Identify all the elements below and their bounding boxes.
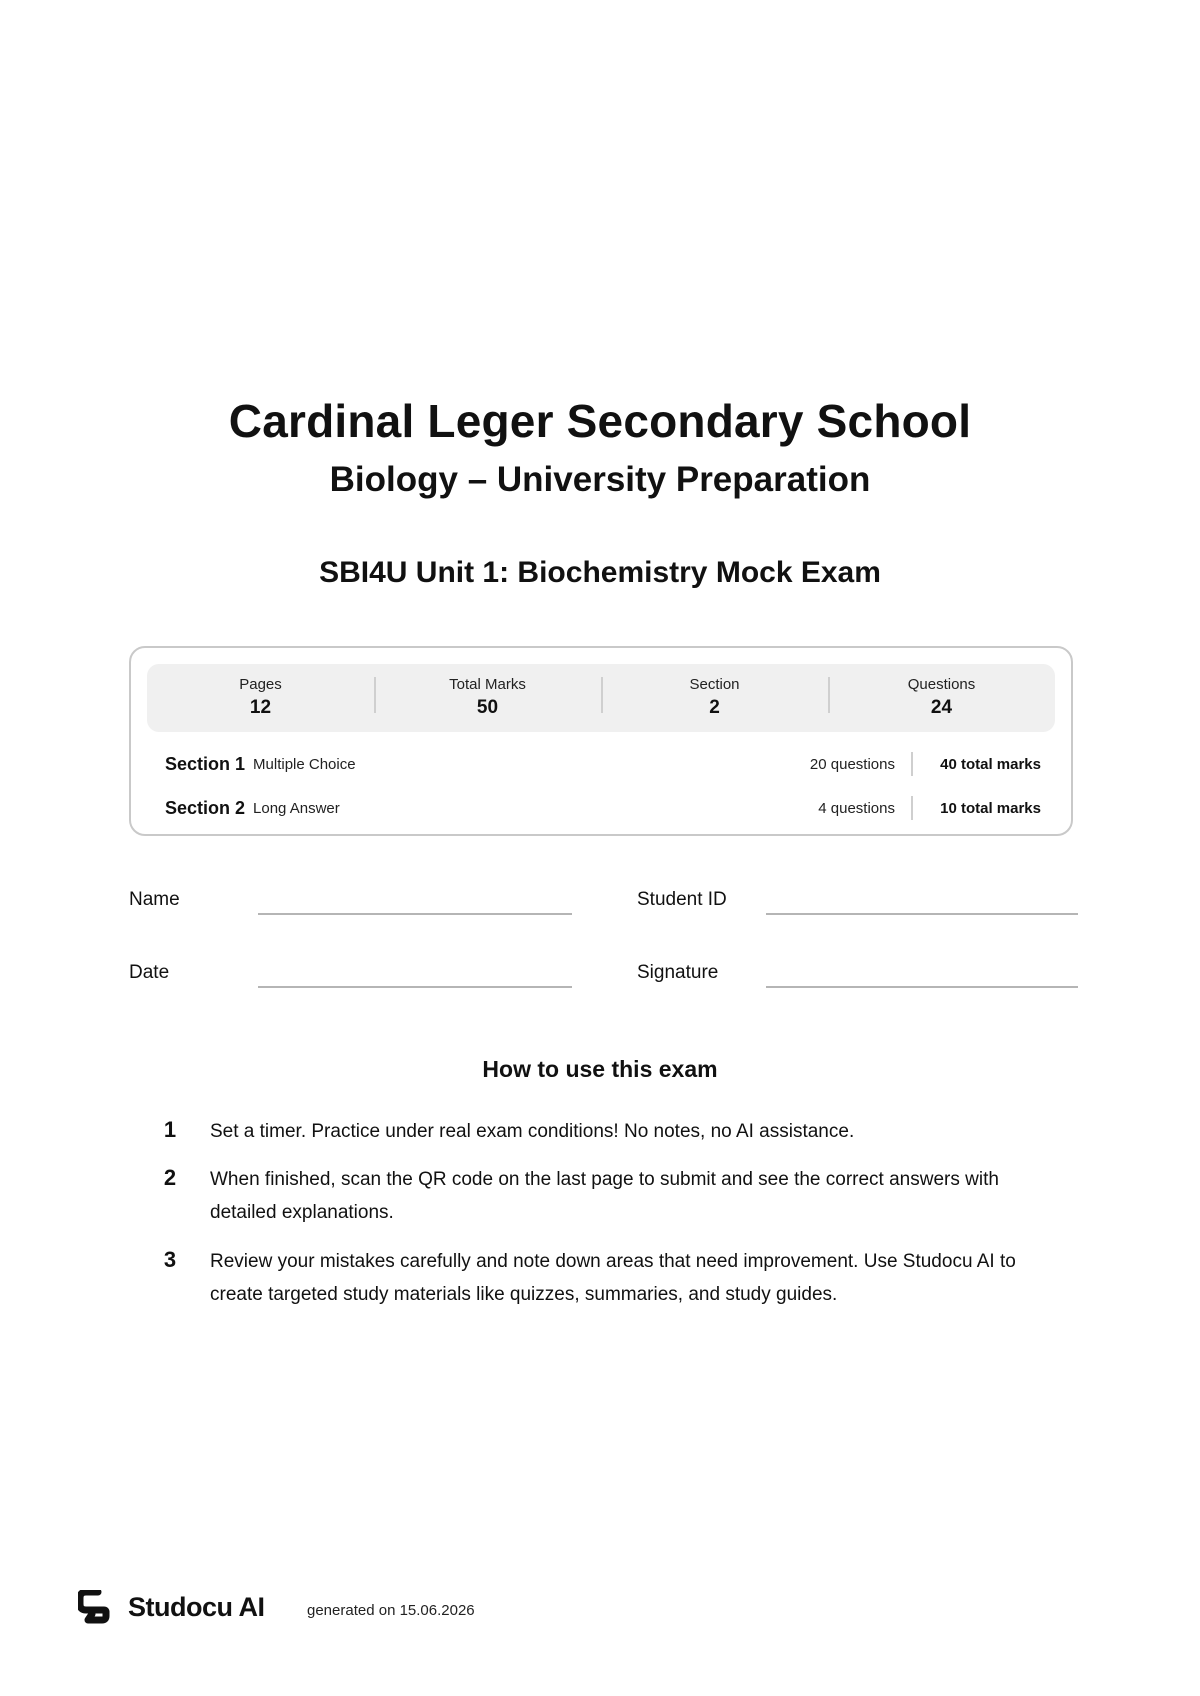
section-type: Long Answer bbox=[253, 799, 340, 817]
stat-label: Pages bbox=[239, 676, 282, 693]
exam-title: SBI4U Unit 1: Biochemistry Mock Exam bbox=[319, 556, 881, 589]
stat-section bbox=[601, 675, 828, 721]
stat-questions bbox=[828, 675, 1055, 721]
section-total-marks: 40 total marks bbox=[940, 755, 1041, 773]
subject-title: Biology – University Preparation bbox=[329, 460, 871, 499]
stat-value: 24 bbox=[930, 697, 953, 718]
brand-name: Studocu AI bbox=[128, 1592, 265, 1622]
howto-title: How to use this exam bbox=[482, 1056, 718, 1082]
date-field[interactable] bbox=[258, 986, 572, 988]
stat-total-marks bbox=[374, 675, 601, 721]
stats-bar bbox=[147, 664, 1055, 732]
signature-field[interactable] bbox=[766, 986, 1078, 988]
stat-value: 50 bbox=[476, 697, 499, 718]
section-row-1 bbox=[165, 750, 1041, 778]
section-name: Section 2 bbox=[165, 797, 246, 818]
school-title: Cardinal Leger Secondary School bbox=[228, 395, 972, 447]
step-text: Review your mistakes carefully and note down areas that need improvement. Use Studocu AI to create targeted study materials like quizzes, summaries, and study guides. bbox=[210, 1251, 1016, 1305]
section-question-count: 20 questions bbox=[809, 755, 895, 773]
stat-value: 2 bbox=[709, 697, 720, 718]
step-number: 1 bbox=[163, 1117, 177, 1142]
name-field[interactable] bbox=[258, 913, 572, 915]
date-label: Date bbox=[129, 962, 170, 983]
step-text: When finished, scan the QR code on the last page to submit and see the correct answers with detailed explanations. bbox=[210, 1169, 999, 1223]
step-number: 2 bbox=[163, 1165, 177, 1190]
section-name: Section 1 bbox=[165, 753, 246, 774]
stat-label: Questions bbox=[907, 676, 976, 693]
stat-value: 12 bbox=[249, 697, 272, 718]
section-row-2 bbox=[165, 794, 1041, 822]
student-id-label: Student ID bbox=[637, 889, 727, 910]
generated-date: generated on 15.06.2026 bbox=[307, 1602, 475, 1619]
step-number: 3 bbox=[163, 1247, 177, 1272]
section-type: Multiple Choice bbox=[253, 755, 356, 773]
stat-label: Total Marks bbox=[449, 676, 526, 693]
studocu-logo-icon bbox=[78, 1590, 114, 1628]
student-id-field[interactable] bbox=[766, 913, 1078, 915]
section-total-marks: 10 total marks bbox=[940, 799, 1041, 817]
section-question-count: 4 questions bbox=[818, 799, 895, 817]
exam-summary-card bbox=[129, 646, 1073, 836]
stat-label: Section bbox=[689, 676, 740, 693]
name-label: Name bbox=[129, 889, 180, 910]
step-text: Set a timer. Practice under real exam conditions! No notes, no AI assistance. bbox=[210, 1121, 855, 1142]
stat-pages bbox=[147, 675, 374, 721]
signature-label: Signature bbox=[637, 962, 719, 983]
